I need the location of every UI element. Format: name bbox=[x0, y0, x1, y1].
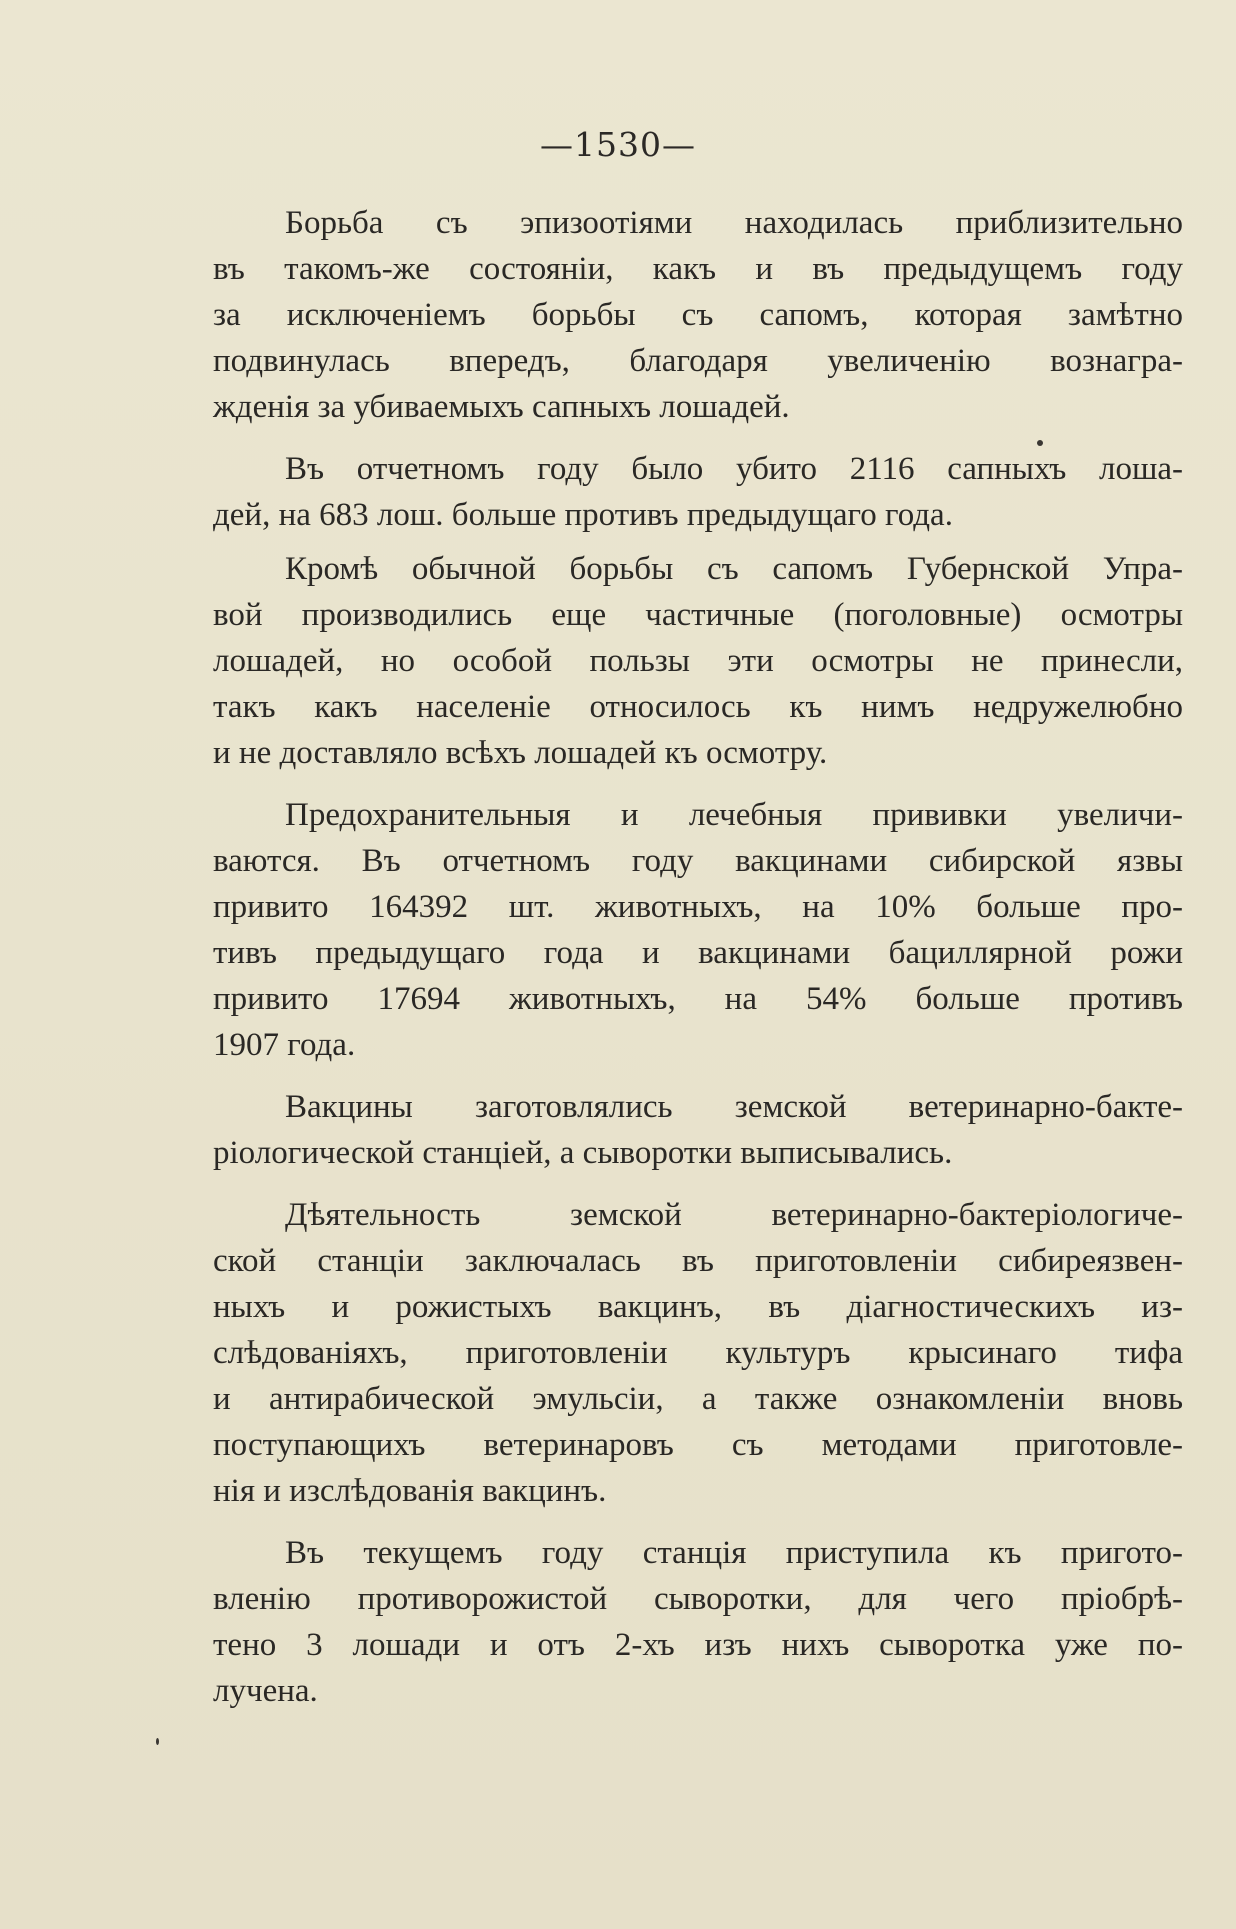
text-line: поступающихъ ветеринаровъ съ методами приготовле- bbox=[213, 1427, 1183, 1463]
text-line: вой производились еще частичные (поголовные) осмотры bbox=[213, 597, 1183, 633]
text-line: нія и изслѣдованія вакцинъ. bbox=[213, 1473, 607, 1509]
page-number: —1530— bbox=[540, 125, 696, 164]
text-line: и не доставляло всѣхъ лошадей къ осмотру. bbox=[213, 735, 828, 771]
paragraph bbox=[213, 446, 1183, 538]
text-line: такъ какъ населеніе относилось къ нимъ недружелюбно bbox=[213, 689, 1183, 725]
text-line: Кромѣ обычной борьбы съ сапомъ Губернской Упра- bbox=[285, 551, 1183, 587]
text-line: слѣдованіяхъ, приготовленіи культуръ крысинаго тифа bbox=[213, 1335, 1183, 1371]
text-line: Въ отчетномъ году было убито 2116 сапныхъ лоша- bbox=[285, 451, 1183, 487]
text-line: Вакцины заготовлялись земской ветеринарно-бакте- bbox=[285, 1089, 1183, 1125]
text-line: ваются. Въ отчетномъ году вакцинами сибирской язвы bbox=[213, 843, 1183, 879]
text-line: дей, на 683 лош. больше противъ предыдущаго года. bbox=[213, 497, 953, 533]
paragraph bbox=[213, 1192, 1183, 1514]
text-line: вленію противорожистой сыворотки, для чего пріобрѣ- bbox=[213, 1581, 1183, 1617]
ink-speck bbox=[1037, 440, 1043, 446]
text-line: и антирабической эмульсіи, а также ознакомленіи вновь bbox=[213, 1381, 1183, 1417]
text-line: жденія за убиваемыхъ сапныхъ лошадей. bbox=[213, 389, 790, 425]
text-line: 1907 года. bbox=[213, 1027, 356, 1063]
paragraph bbox=[213, 1084, 1183, 1176]
text-line: привито 164392 шт. животныхъ, на 10% больше про- bbox=[213, 889, 1183, 925]
text-line: за исключеніемъ борьбы съ сапомъ, которая замѣтно bbox=[213, 297, 1183, 333]
text-line: подвинулась впередъ, благодаря увеличенію вознагра- bbox=[213, 343, 1183, 379]
text-line: лучена. bbox=[213, 1673, 318, 1709]
paragraph bbox=[213, 792, 1183, 1068]
text-line: привито 17694 животныхъ, на 54% больше противъ bbox=[213, 981, 1183, 1017]
text-line: Предохранительныя и лечебныя прививки увеличи- bbox=[285, 797, 1183, 833]
text-line: ріологической станціей, а сыворотки выписывались. bbox=[213, 1135, 953, 1171]
text-line: тено 3 лошади и отъ 2-хъ изъ нихъ сыворотка уже по- bbox=[213, 1627, 1183, 1663]
text-line: лошадей, но особой пользы эти осмотры не принесли, bbox=[213, 643, 1183, 679]
text-line: тивъ предыдущаго года и вакцинами бациллярной рожи bbox=[213, 935, 1183, 971]
text-line: Въ текущемъ году станція приступила къ пригото- bbox=[285, 1535, 1183, 1571]
text-line: Дѣятельность земской ветеринарно-бактеріологиче- bbox=[285, 1197, 1183, 1233]
paragraph bbox=[213, 1530, 1183, 1714]
paragraph bbox=[213, 200, 1183, 430]
text-line: ской станціи заключалась въ приготовленіи сибиреязвен- bbox=[213, 1243, 1183, 1279]
ink-speck bbox=[156, 1738, 159, 1745]
text-line: Борьба съ эпизоотіями находилась приблизительно bbox=[285, 205, 1183, 241]
body-text bbox=[213, 200, 1183, 1714]
text-line: ныхъ и рожистыхъ вакцинъ, въ діагностическихъ из- bbox=[213, 1289, 1183, 1325]
text-line: въ такомъ-же состояніи, какъ и въ предыдущемъ году bbox=[213, 251, 1183, 287]
paragraph bbox=[213, 546, 1183, 776]
